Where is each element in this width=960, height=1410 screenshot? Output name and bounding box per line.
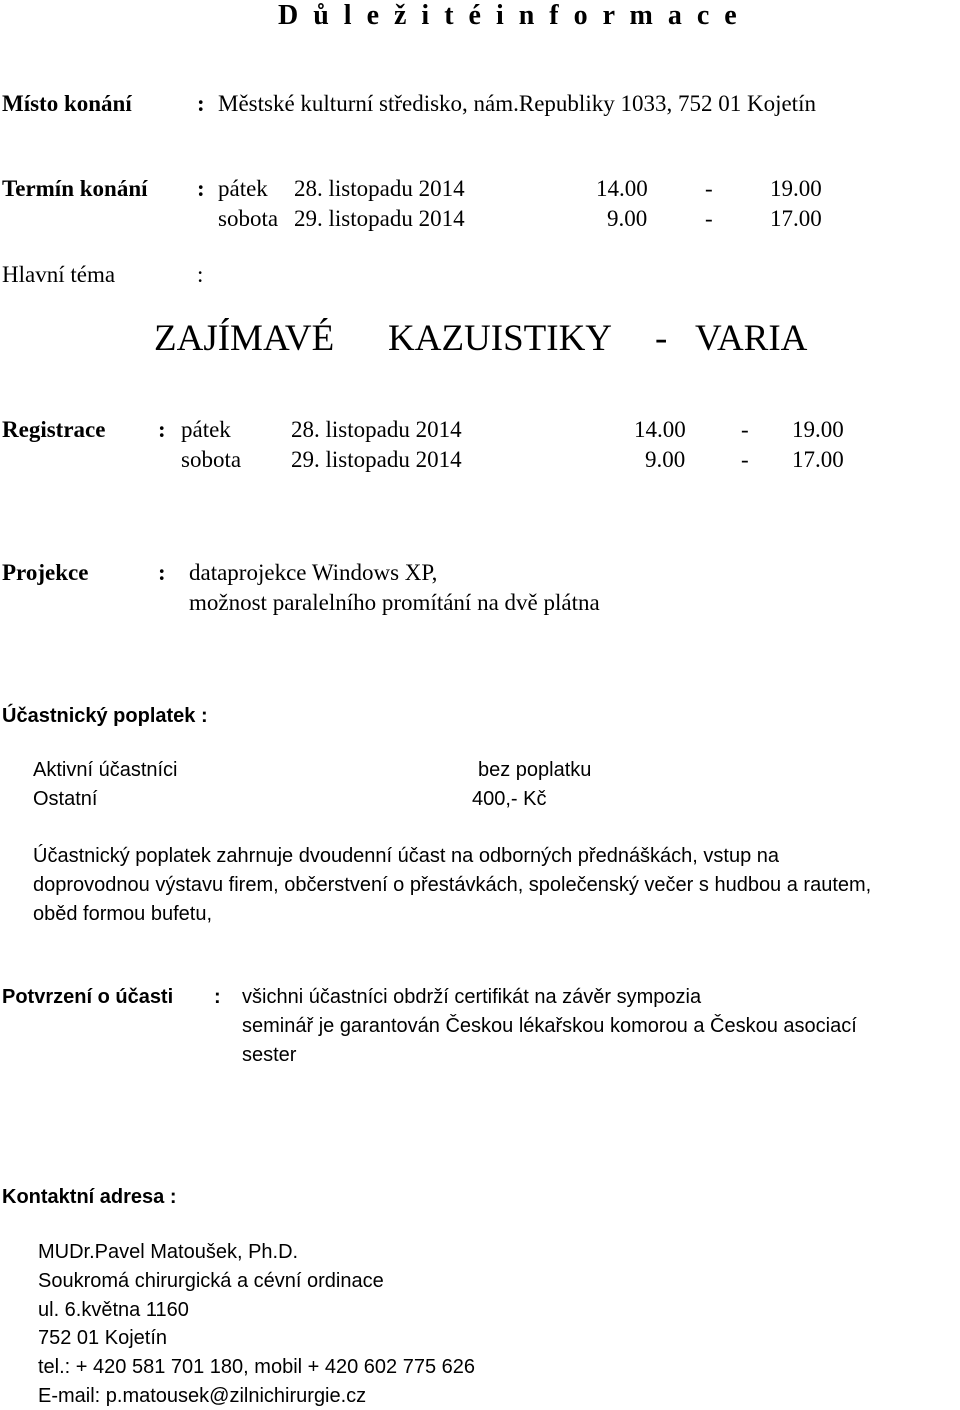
fee-note-line-3: oběd formou bufetu, xyxy=(33,903,213,925)
theme-value-dash: - xyxy=(655,318,668,359)
fee-row-1-price: bez poplatku xyxy=(478,759,592,781)
date-row-1-day: pátek xyxy=(218,176,268,201)
fee-note-line-1: Účastnický poplatek zahrnuje dvoudenní účast na odborných přednáškách, vstup na xyxy=(33,845,780,867)
contact-line-2: Soukromá chirurgická a cévní ordinace xyxy=(38,1270,384,1292)
registration-label: Registrace xyxy=(2,417,106,442)
contact-line-4: 752 01 Kojetín xyxy=(38,1327,167,1349)
confirmation-colon: : xyxy=(214,986,221,1008)
confirmation-line-2: seminář je garantován Českou lékařskou komorou a Českou asociací xyxy=(242,1015,857,1037)
theme-value-part2: KAZUISTIKY xyxy=(388,318,613,359)
registration-row-2-day: sobota xyxy=(181,447,242,472)
registration-row-2-dash: - xyxy=(741,447,749,472)
fee-row-1-who: Aktivní účastníci xyxy=(33,759,178,781)
projection-line-2: možnost paralelního promítání na dvě plátna xyxy=(189,590,600,615)
date-row-2-to: 17.00 xyxy=(770,206,822,231)
contact-line-6: E-mail: p.matousek@zilnichirurgie.cz xyxy=(38,1385,367,1407)
theme-colon: : xyxy=(197,262,204,287)
confirmation-line-3: sester xyxy=(242,1044,297,1066)
projection-colon: : xyxy=(158,560,166,585)
projection-label: Projekce xyxy=(2,560,89,585)
date-row-2-day: sobota xyxy=(218,206,279,231)
date-row-2-date: 29. listopadu 2014 xyxy=(294,206,465,231)
venue-colon: : xyxy=(197,91,205,116)
theme-value-part3: VARIA xyxy=(695,318,808,359)
registration-row-2-to: 17.00 xyxy=(792,447,844,472)
date-row-2-dash: - xyxy=(705,206,713,231)
confirmation-label: Potvrzení o účasti xyxy=(2,986,174,1008)
fee-note-line-2: doprovodnou výstavu firem, občerstvení o přestávkách, společenský večer s hudbou a rautem, xyxy=(33,874,872,896)
registration-row-1-dash: - xyxy=(741,417,749,442)
projection-line-1: dataprojekce Windows XP, xyxy=(189,560,438,585)
registration-row-1-from: 14.00 xyxy=(634,417,686,442)
page-title: D ů l e ž i t é i n f o r m a c e xyxy=(278,0,737,31)
date-row-1-from: 14.00 xyxy=(596,176,648,201)
theme-value-part1: ZAJÍMAVÉ xyxy=(154,318,335,359)
date-row-1-dash: - xyxy=(705,176,713,201)
contact-line-1: MUDr.Pavel Matoušek, Ph.D. xyxy=(38,1241,299,1263)
date-row-2-from: 9.00 xyxy=(607,206,648,231)
registration-row-1-to: 19.00 xyxy=(792,417,844,442)
venue-value: Městské kulturní středisko, nám.Republiky 1033, 752 01 Kojetín xyxy=(218,91,816,116)
registration-row-2-date: 29. listopadu 2014 xyxy=(291,447,462,472)
date-row-1-to: 19.00 xyxy=(770,176,822,201)
date-colon: : xyxy=(197,176,205,201)
confirmation-line-1: všichni účastníci obdrží certifikát na závěr sympozia xyxy=(242,986,702,1008)
date-label: Termín konání xyxy=(2,176,148,201)
fee-row-2-price: 400,- Kč xyxy=(472,788,547,810)
venue-label: Místo konání xyxy=(2,91,132,116)
registration-row-1-date: 28. listopadu 2014 xyxy=(291,417,462,442)
registration-row-2-from: 9.00 xyxy=(645,447,686,472)
fee-heading: Účastnický poplatek : xyxy=(2,705,208,727)
date-row-1-date: 28. listopadu 2014 xyxy=(294,176,465,201)
registration-row-1-day: pátek xyxy=(181,417,231,442)
contact-heading: Kontaktní adresa : xyxy=(2,1186,177,1208)
contact-line-5: tel.: + 420 581 701 180, mobil + 420 602 775 626 xyxy=(38,1356,476,1378)
theme-label: Hlavní téma xyxy=(2,262,116,287)
contact-line-3: ul. 6.května 1160 xyxy=(38,1299,189,1321)
fee-row-2-who: Ostatní xyxy=(33,788,98,810)
registration-colon: : xyxy=(158,417,166,442)
